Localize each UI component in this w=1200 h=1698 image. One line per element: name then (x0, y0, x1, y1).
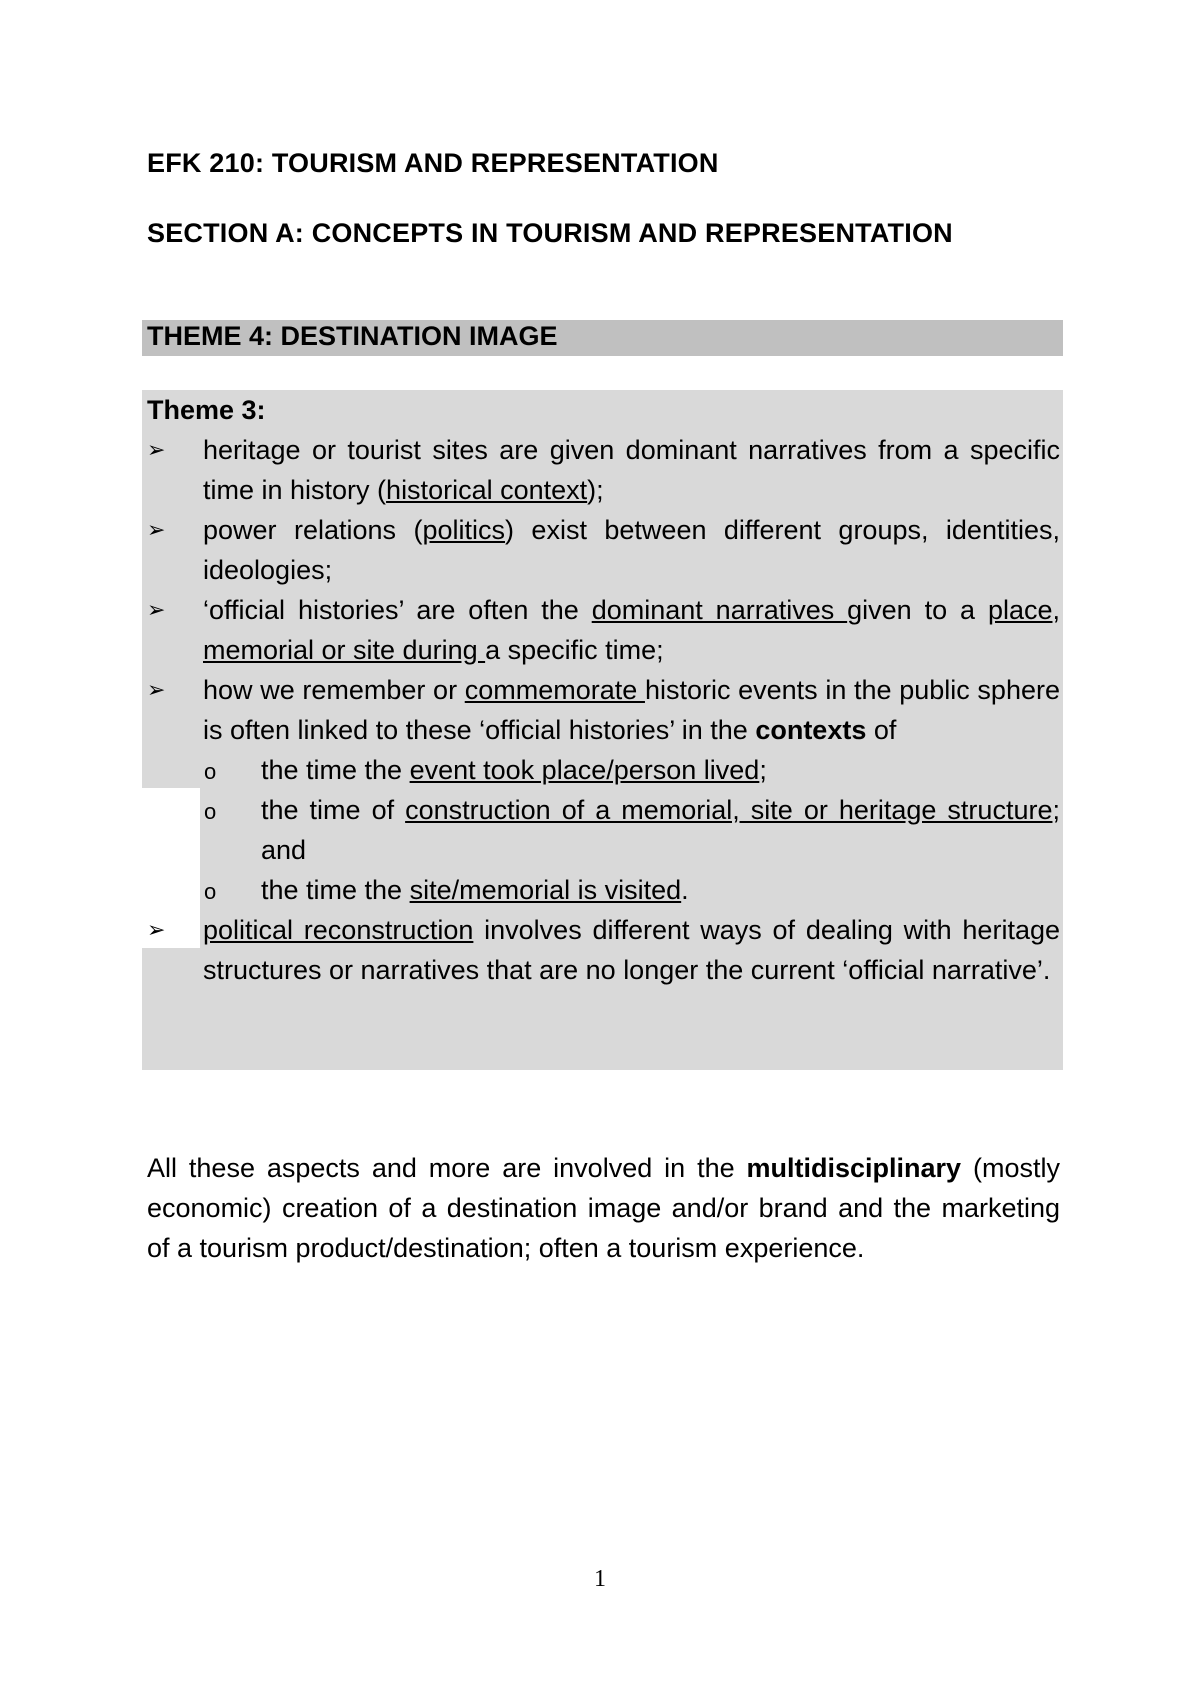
circle-bullet-icon: o (204, 799, 217, 824)
bullet-item: ➢ power relations (politics) exist between different groups, identities, ideologies; (147, 510, 1060, 590)
closing-paragraph: All these aspects and more are involved in the multidisciplinary (mostly economic) creation of a destination image and/or brand and the marketing of a tourism product/destination; often a tourism experience. (147, 1153, 1060, 1263)
circle-bullet-icon: o (204, 759, 217, 784)
theme-banner (142, 320, 1063, 356)
theme-title: THEME 4: DESTINATION IMAGE (147, 321, 558, 351)
arrowhead-bullet-icon: ➢ (147, 597, 166, 622)
bullet-item: ➢ how we remember or commemorate historic events in the public sphere is often linked to these ‘official histories’ in the contexts of (147, 670, 1060, 750)
bullet-item: ➢ political reconstruction involves different ways of dealing with heritage structures or narratives that are no longer the current ‘official narrative’. (147, 910, 1060, 990)
arrowhead-bullet-icon: ➢ (147, 517, 166, 542)
page-number: 1 (594, 1566, 606, 1592)
summary-content (147, 390, 1060, 990)
course-title: EFK 210: TOURISM AND REPRESENTATION (147, 148, 719, 178)
sub-bullet-item: o the time the site/memorial is visited. (147, 870, 1060, 910)
theme-summary-box (142, 390, 1063, 1070)
arrowhead-bullet-icon: ➢ (147, 437, 166, 462)
bullet-item: ➢ ‘official histories’ are often the dominant narratives given to a place, memorial or site during a specific time; (147, 590, 1060, 670)
section-title: SECTION A: CONCEPTS IN TOURISM AND REPRESENTATION (147, 218, 953, 248)
box-title: Theme 3: (147, 395, 266, 425)
arrowhead-bullet-icon: ➢ (147, 917, 166, 942)
bullet-item: ➢ heritage or tourist sites are given dominant narratives from a specific time in history (historical context); (147, 430, 1060, 510)
sub-bullet-item: o the time the event took place/person lived; (147, 750, 1060, 790)
circle-bullet-icon: o (204, 879, 217, 904)
arrowhead-bullet-icon: ➢ (147, 677, 166, 702)
sub-bullet-item: o the time of construction of a memorial, site or heritage structure; and (147, 790, 1060, 870)
